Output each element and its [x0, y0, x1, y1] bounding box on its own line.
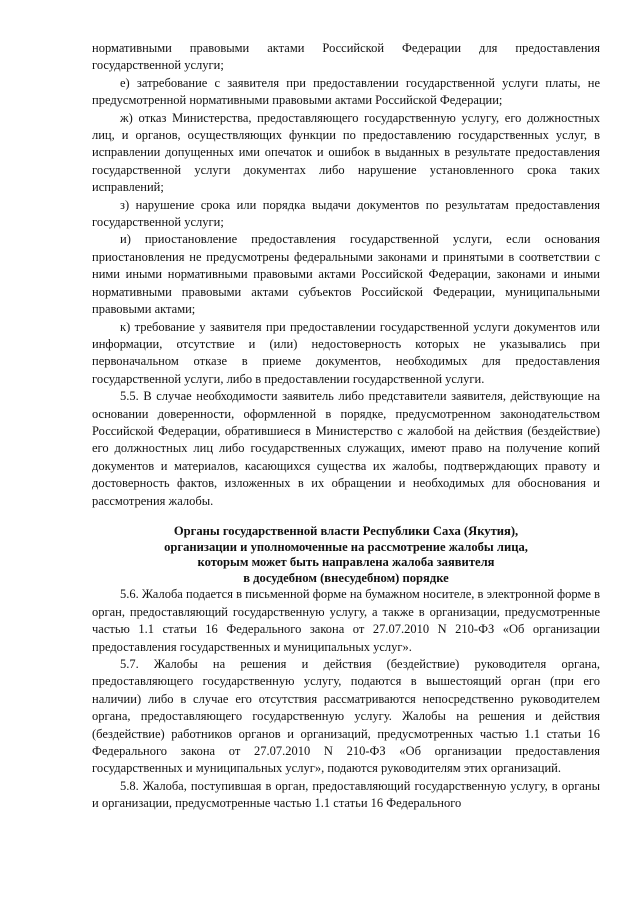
heading-line: организации и уполномоченные на рассмотрение жалобы лица,: [164, 539, 528, 554]
paragraph: и) приостановление предоставления государственной услуги, если основания приостановления не предусмотрены федеральными законами и принятыми в соответствии с ними иными нормативными правовыми актами Российской Федерации, законами и иными нормативными правовыми актами субъектов Российской Федерации, муниципальными правовыми актами;: [92, 232, 600, 317]
paragraph: к) требование у заявителя при предоставлении государственной услуги документов или информации, отсутствие и (или) недостоверность которых не указывались при первоначальном отказе в приеме документов, необходимых для предоставления государственной услуги, либо в предоставлении государственной услуги.: [92, 319, 600, 386]
paragraph: 5.7. Жалобы на решения и действия (бездействие) руководителя органа, предоставляющего государственную услугу, подаются в вышестоящий орган (при его наличии) либо в случае его отсутствия рассматриваются непосредственно руководителем органа, предоставляющего государственную услугу. Жалобы на решения и действия (бездействие) работников органов и организаций, предусмотренных частью 1.1 статьи 16 Федерального закона от 27.07.2010 N 210-ФЗ «Об организации предоставления государственных и муниципальных услуг», подаются руководителям этих организаций.: [92, 656, 600, 776]
heading-line: которым может быть направлена жалоба заявителя: [197, 555, 495, 570]
heading-line: Органы государственной власти Республики Саха (Якутия),: [173, 523, 519, 538]
heading-line: в досудебном (внесудебном) порядке: [243, 570, 449, 585]
section-heading: [92, 524, 600, 586]
paragraph: 5.8. Жалоба, поступившая в орган, предоставляющий государственную услугу, в органы и организации, предусмотренные частью 1.1 статьи 16 Федерального: [92, 778, 600, 811]
paragraph: з) нарушение срока или порядка выдачи документов по результатам предоставления государственной услуги;: [92, 197, 600, 230]
paragraph: нормативными правовыми актами Российской Федерации для предоставления государственной услуги;: [92, 41, 600, 73]
paragraph: ж) отказ Министерства, предоставляющего государственную услугу, его должностных лиц, и органов, осуществляющих функции по предоставлению государственных услуг, в исправлении допущенных ими опечаток и ошибок в выданных в результате предоставления государственной услуги документах либо нарушение установленного срока таких исправлений;: [92, 110, 600, 195]
paragraph: 5.5. В случае необходимости заявитель либо представители заявителя, действующие на основании доверенности, оформленной в порядке, предусмотренном законодательством Российской Федерации, обратившиеся в Министерство с жалобой на действия (бездействие) его должностных лиц либо государственных служащих, имеют право на получение копий документов и материалов, касающихся существа их жалобы, подтверждающих правоту и достоверность фактов, изложенных в их обращении и необходимых для обоснования и рассмотрения жалобы.: [92, 389, 600, 508]
paragraph: е) затребование с заявителя при предоставлении государственной услуги платы, не предусмотренной нормативными правовыми актами Российской Федерации;: [92, 75, 600, 108]
paragraph: 5.6. Жалоба подается в письменной форме на бумажном носителе, в электронной форме в орган, предоставляющий государственную услугу, а также в организации, предусмотренные частью 1.1 статьи 16 Федерального закона от 27.07.2010 N 210-ФЗ «Об организации предоставления государственных и муниципальных услуг».: [92, 587, 600, 654]
